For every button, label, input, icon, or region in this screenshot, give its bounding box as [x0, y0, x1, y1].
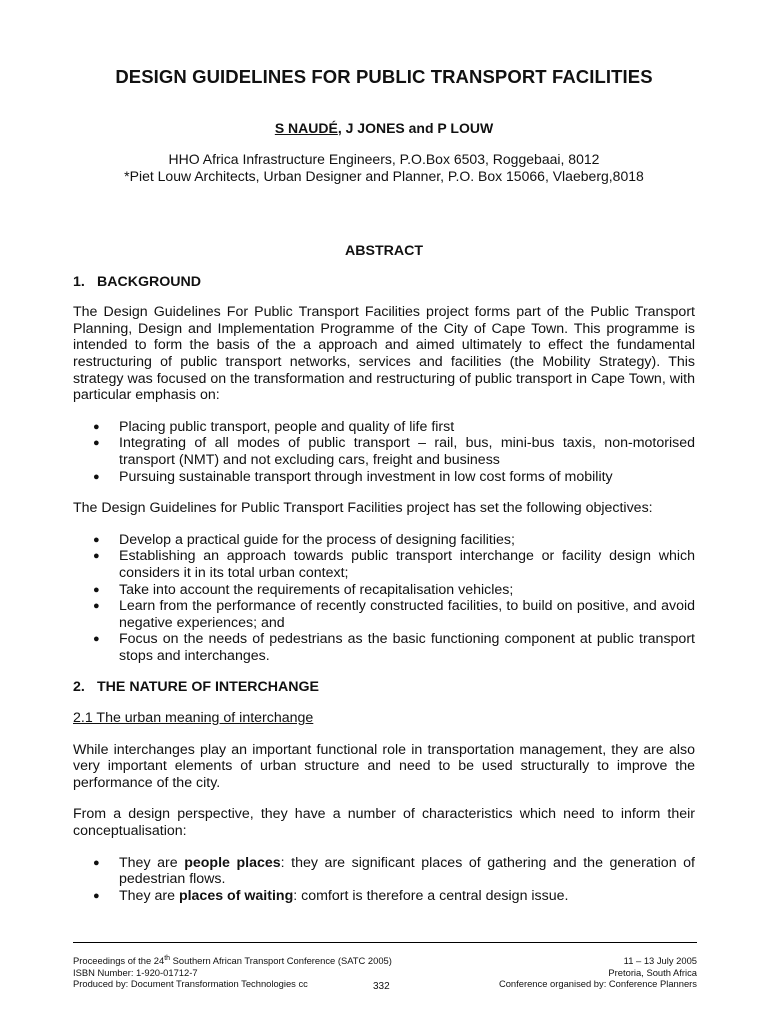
page-number: 332: [373, 981, 390, 992]
section-1-number: 1.: [73, 273, 85, 290]
author-line: [0, 120, 768, 136]
list-item-text: They are: [119, 887, 179, 904]
bullet-icon: ●: [93, 550, 100, 563]
footer-right: [499, 955, 697, 990]
footer-producer: Produced by: Document Transformation Technologies cc: [73, 978, 308, 990]
list-item-text: : they are significant places of gathering and the generation of pedestrian flows.: [119, 854, 695, 888]
bullet-icon: ●: [93, 533, 100, 546]
abstract-heading: ABSTRACT: [344, 243, 424, 259]
list-item: [73, 548, 695, 581]
footer-dates: 11 – 13 July 2005: [623, 955, 697, 966]
footer-left: [73, 955, 392, 990]
list-item-text: Focus on the needs of pedestrians as the basic functioning component at public transport stops and interchanges.: [119, 631, 695, 664]
list-item: [73, 419, 695, 436]
footer-proceedings: [73, 955, 392, 967]
bullet-icon: ●: [93, 420, 100, 433]
bullet-icon: ●: [93, 889, 100, 902]
list-item: [73, 582, 695, 599]
section-1-bullet-list-1: [73, 419, 695, 485]
list-item-text: Develop a practical guide for the process of designing facilities;: [119, 531, 515, 548]
list-item: [73, 598, 695, 631]
list-item-text: Learn from the performance of recently constructed facilities, to build on positive, and avoid negative experiences; and: [119, 598, 695, 631]
section-2-title: THE NATURE OF INTERCHANGE: [97, 679, 320, 696]
bullet-icon: ●: [93, 437, 100, 450]
footer-isbn: ISBN Number: 1-920-01712-7: [73, 966, 198, 978]
footer-proceedings-text: Southern African Transport Conference (SATC 2005): [170, 955, 392, 966]
list-item-text: They are: [119, 854, 185, 871]
affiliation-1: HHO Africa Infrastructure Engineers, P.O.Box 6503, Roggebaai, 8012: [168, 151, 600, 167]
list-item-text: Pursuing sustainable transport through investment in low cost forms of mobility: [119, 468, 613, 485]
section-1-paragraph-1: The Design Guidelines For Public Transport Facilities project forms part of the Public Transport Planning, Design and Implementation Programme of the City of Cape Town. This programme is intended to form the basis of the a approach and aimed ultimately to effect the fundamental restructuring of public transport networks, services and facilities (the Mobility Strategy). This strategy was focused on the transformation and restructuring of public transport in Cape Town, with particular emphasis on:: [73, 304, 695, 404]
list-item-text: : comfort is therefore a central design issue.: [293, 887, 569, 904]
section-2-number: 2.: [73, 679, 85, 696]
list-item-emphasis: places of waiting: [178, 887, 294, 904]
paper-body: [73, 243, 695, 919]
section-2-paragraph-2: From a design perspective, they have a number of characteristics which need to inform their conceptualisation:: [73, 806, 695, 840]
footer-proceedings-text: Proceedings of the 24: [73, 955, 165, 966]
list-item: [73, 532, 695, 549]
list-item: [73, 888, 695, 905]
footer-organiser: Conference organised by: Conference Planners: [498, 978, 697, 990]
list-item-text: Establishing an approach towards public transport interchange or facility design which considers it in its total urban context;: [119, 548, 695, 581]
list-item-text: Placing public transport, people and quality of life first: [119, 418, 455, 435]
subsection-2-1-heading: 2.1 The urban meaning of interchange: [73, 710, 314, 727]
section-1-heading: [73, 274, 695, 291]
section-2-paragraph-1: While interchanges play an important functional role in transportation management, they are also very important elements of urban structure and need to be used structurally to improve the performance of the city.: [73, 741, 695, 791]
footer-superscript: th: [164, 954, 171, 962]
footer-divider: [73, 942, 697, 943]
list-item: [73, 855, 695, 888]
section-2-bullet-list: [73, 855, 695, 905]
section-1-bullet-list-2: [73, 532, 695, 665]
bullet-icon: ●: [93, 583, 100, 596]
bullet-icon: ●: [93, 633, 100, 646]
affiliation-2: *Piet Louw Architects, Urban Designer and Planner, P.O. Box 15066, Vlaeberg,8018: [124, 168, 644, 184]
author-primary: S NAUDÉ: [274, 120, 338, 136]
section-1-title: BACKGROUND: [97, 273, 202, 290]
list-item-text: Take into account the requirements of recapitalisation vehicles;: [119, 581, 514, 598]
section-2-heading: [73, 679, 695, 696]
paper-title: DESIGN GUIDELINES FOR PUBLIC TRANSPORT FACILITIES: [115, 66, 653, 87]
list-item-emphasis: people places: [184, 854, 281, 871]
affiliations: [0, 151, 768, 185]
bullet-icon: ●: [93, 856, 100, 869]
list-item: [73, 469, 695, 486]
list-item-text: Integrating of all modes of public transport – rail, bus, mini-bus taxis, non-motorised transport (NMT) and not excluding cars, freight and business: [119, 435, 695, 468]
list-item: [73, 631, 695, 664]
footer-location: Pretoria, South Africa: [608, 966, 697, 978]
bullet-icon: ●: [93, 470, 100, 483]
list-item: [73, 435, 695, 468]
author-others: , J JONES and P LOUW: [337, 120, 494, 136]
bullet-icon: ●: [93, 600, 100, 613]
section-1-paragraph-2: The Design Guidelines for Public Transport Facilities project has set the following objectives:: [73, 500, 653, 517]
